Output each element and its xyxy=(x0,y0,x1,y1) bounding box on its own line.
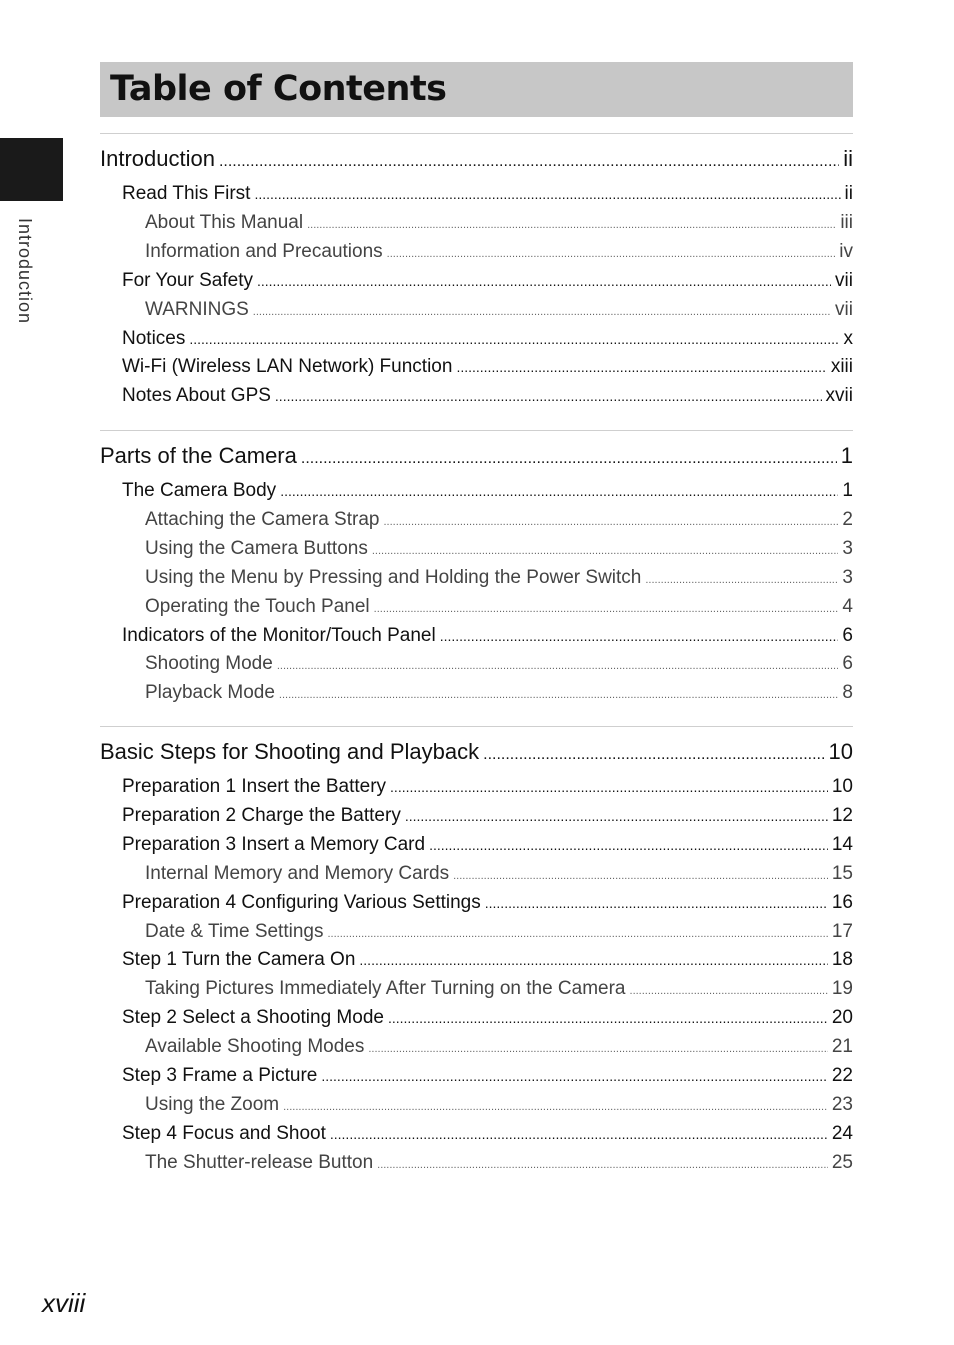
toc-entry-page: xvii xyxy=(825,385,853,407)
toc-entry-page: 8 xyxy=(842,682,853,704)
dot-leader xyxy=(368,1043,828,1055)
chapter-tab-label: Introduction xyxy=(15,218,35,325)
toc-entry-page: 21 xyxy=(831,1036,853,1058)
toc-entry-page: 20 xyxy=(831,1007,853,1029)
page-title: Table of Contents xyxy=(110,69,447,109)
toc-entry-label: Using the Menu by Pressing and Holding the Power Switch xyxy=(145,566,642,588)
toc-entry-label: Wi-Fi (Wireless LAN Network) Function xyxy=(122,356,453,378)
toc-entry-label: Step 2 Select a Shooting Mode xyxy=(122,1007,384,1029)
dot-leader xyxy=(277,660,839,672)
dot-leader xyxy=(359,952,827,968)
toc-section xyxy=(100,430,853,715)
dot-leader xyxy=(429,837,828,853)
dot-leader xyxy=(377,1159,828,1171)
toc-entry-page: 1 xyxy=(840,443,853,468)
dot-leader xyxy=(219,153,839,171)
toc-entry[interactable] xyxy=(145,921,853,947)
toc-entry-page: 18 xyxy=(831,949,853,971)
toc-entry-page: 16 xyxy=(831,891,853,913)
dot-leader xyxy=(372,545,839,557)
toc-entry-page: iii xyxy=(840,211,853,233)
chapter-tab xyxy=(0,138,63,201)
toc-entry-page: iv xyxy=(839,240,853,262)
toc-entry-page: 24 xyxy=(831,1122,853,1144)
toc-entry[interactable] xyxy=(145,509,853,535)
toc-entry[interactable] xyxy=(122,183,853,209)
toc-entry-label: Information and Precautions xyxy=(145,240,383,262)
toc-entry-page: 4 xyxy=(842,595,853,617)
dot-leader xyxy=(330,1126,828,1142)
toc-entry[interactable] xyxy=(122,328,853,354)
toc-entry-label: Notices xyxy=(122,327,186,349)
toc-entry-page: ii xyxy=(844,183,853,204)
toc-entry-label: Date & Time Settings xyxy=(145,920,324,942)
dot-leader xyxy=(485,895,828,911)
toc-entry-page: 12 xyxy=(831,804,853,826)
toc-entry-label: Shooting Mode xyxy=(145,653,273,675)
toc-entry-label: WARNINGS xyxy=(145,298,249,320)
toc-entry-label: Internal Memory and Memory Cards xyxy=(145,862,450,884)
toc-entry[interactable] xyxy=(145,1036,853,1062)
toc-entry[interactable] xyxy=(122,1065,853,1091)
dot-leader xyxy=(327,928,827,940)
toc-entry[interactable] xyxy=(145,863,853,889)
dot-leader xyxy=(388,1010,828,1026)
toc-entry[interactable] xyxy=(145,682,853,708)
toc-entry[interactable] xyxy=(100,739,853,769)
dot-leader xyxy=(630,985,828,997)
toc-entry-label: Basic Steps for Shooting and Playback xyxy=(100,739,480,764)
dot-leader xyxy=(307,219,836,231)
toc-entry-page: 10 xyxy=(828,739,853,764)
toc-entry[interactable] xyxy=(145,596,853,622)
dot-leader xyxy=(321,1068,827,1084)
toc-entry-page: 6 xyxy=(842,653,853,675)
toc-entry[interactable] xyxy=(100,443,853,473)
dot-leader xyxy=(254,186,840,202)
dot-leader xyxy=(275,388,822,404)
toc-entry[interactable] xyxy=(122,949,853,975)
toc-entry[interactable] xyxy=(145,653,853,679)
dot-leader xyxy=(405,808,828,824)
dot-leader xyxy=(383,516,838,528)
toc-entry-page: vii xyxy=(835,298,853,320)
toc-entry-label: Attaching the Camera Strap xyxy=(145,508,380,530)
dot-leader xyxy=(257,273,831,289)
toc-entry[interactable] xyxy=(122,480,853,506)
toc-entry-label: Taking Pictures Immediately After Turning on the Camera xyxy=(145,978,626,1000)
toc-entry[interactable] xyxy=(145,241,853,267)
toc-entry-label: Operating the Touch Panel xyxy=(145,595,370,617)
toc-entry-page: 2 xyxy=(842,508,853,530)
toc-entry-label: Notes About GPS xyxy=(122,385,271,407)
toc-entry-page: 25 xyxy=(831,1151,853,1173)
toc-entry-page: 17 xyxy=(831,920,853,942)
toc-entry-label: Step 4 Focus and Shoot xyxy=(122,1122,326,1144)
toc-entry[interactable] xyxy=(122,385,853,411)
dot-leader xyxy=(456,359,826,375)
toc-entry-label: Available Shooting Modes xyxy=(145,1036,365,1058)
toc-entry[interactable] xyxy=(145,538,853,564)
toc-entry-page: vii xyxy=(835,269,853,291)
toc-entry[interactable] xyxy=(122,356,853,382)
dot-leader xyxy=(453,870,828,882)
toc-entry-page: 3 xyxy=(842,566,853,588)
toc-section xyxy=(100,726,853,1185)
dot-leader xyxy=(189,331,839,347)
toc-entry-label: For Your Safety xyxy=(122,269,253,291)
dot-leader xyxy=(374,603,839,615)
toc-entry-page: 14 xyxy=(831,833,853,855)
dot-leader xyxy=(283,1101,828,1113)
page-number: xviii xyxy=(42,1288,86,1318)
toc-entry[interactable] xyxy=(122,270,853,296)
toc-entry[interactable] xyxy=(145,212,853,238)
dot-leader xyxy=(301,450,837,468)
toc-entry-page: 3 xyxy=(842,537,853,559)
toc-entry-label: Preparation 4 Configuring Various Settings xyxy=(122,891,481,913)
toc-entry[interactable] xyxy=(122,805,853,831)
toc-section xyxy=(100,133,853,418)
dot-leader xyxy=(483,746,824,764)
toc-entry-label: Playback Mode xyxy=(145,682,275,704)
toc-entry[interactable] xyxy=(145,1094,853,1120)
title-bar xyxy=(100,62,853,117)
dot-leader xyxy=(390,779,828,795)
toc-entry-label: Preparation 2 Charge the Battery xyxy=(122,804,401,826)
toc-entry-label: The Camera Body xyxy=(122,480,277,501)
dot-leader xyxy=(440,628,839,644)
toc-entry[interactable] xyxy=(145,567,853,593)
toc-entry-label: Read This First xyxy=(122,183,251,204)
toc-entry-label: Preparation 3 Insert a Memory Card xyxy=(122,833,426,855)
toc-entry-label: Parts of the Camera xyxy=(100,443,297,468)
toc-entry[interactable] xyxy=(122,892,853,918)
toc-entry-page: 6 xyxy=(842,624,853,646)
toc-entry-page: 19 xyxy=(831,978,853,1000)
toc-entry[interactable] xyxy=(145,299,853,325)
toc-entry[interactable] xyxy=(122,1123,853,1149)
toc-entry[interactable] xyxy=(100,146,853,176)
toc-entry-label: Using the Camera Buttons xyxy=(145,537,368,559)
toc-entry-label: Indicators of the Monitor/Touch Panel xyxy=(122,624,436,646)
toc-entry[interactable] xyxy=(145,1152,853,1178)
toc-entry-label: The Shutter-release Button xyxy=(145,1151,374,1173)
toc-entry-page: 10 xyxy=(831,776,853,797)
toc-entry-label: About This Manual xyxy=(145,211,304,233)
toc-entry-label: Introduction xyxy=(100,146,215,171)
toc-entry[interactable] xyxy=(122,776,853,802)
toc-entry[interactable] xyxy=(122,625,853,651)
toc-entry-label: Preparation 1 Insert the Battery xyxy=(122,776,387,797)
toc-entry-page: 22 xyxy=(831,1065,853,1086)
toc-entry-page: 23 xyxy=(831,1093,853,1115)
toc-entry-page: 15 xyxy=(831,862,853,884)
toc-entry-page: 1 xyxy=(842,480,853,501)
toc-entry-page: x xyxy=(843,327,853,349)
toc-entry-page: ii xyxy=(843,146,853,171)
toc-entry[interactable] xyxy=(122,1007,853,1033)
toc-entry[interactable] xyxy=(122,834,853,860)
dot-leader xyxy=(253,306,831,318)
toc-entry[interactable] xyxy=(145,978,853,1004)
dot-leader xyxy=(645,574,838,586)
toc-entry-label: Step 1 Turn the Camera On xyxy=(122,949,356,971)
dot-leader xyxy=(279,689,839,701)
dot-leader xyxy=(280,483,838,499)
toc-entry-label: Using the Zoom xyxy=(145,1093,280,1115)
toc-entry-label: Step 3 Frame a Picture xyxy=(122,1065,318,1086)
toc-entry-page: xiii xyxy=(830,356,853,378)
dot-leader xyxy=(387,248,836,260)
